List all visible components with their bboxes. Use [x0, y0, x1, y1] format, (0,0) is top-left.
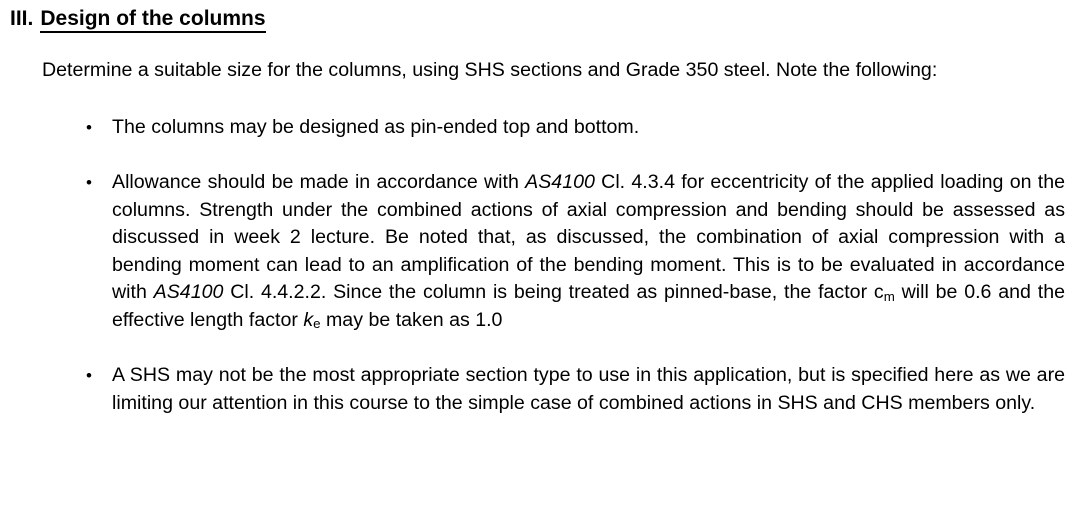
text-run: may be taken as 1.0	[320, 308, 503, 331]
bullet-text	[112, 169, 1065, 334]
italic-text-run: k	[303, 308, 314, 331]
text-run: Cl. 4.3.4 for eccentricity of the applied loading on the columns. Strength under the combined actions of axial compression and bending should be assessed as discussed in week 2 lecture. Be noted that, as discussed, the combination of axial compression with a bending moment can lead to an amplification of the bending moment. This is to be evaluated in accordance with	[112, 171, 1065, 303]
subscript-text-run: m	[883, 288, 895, 304]
intro-paragraph: Determine a suitable size for the columns, using SHS sections and Grade 350 steel. Note the following:	[42, 59, 938, 81]
list-item	[86, 169, 1065, 334]
text-run: The columns may be designed as pin-ended top and bottom.	[112, 115, 640, 138]
text-run: Allowance should be made in accordance with	[112, 171, 526, 193]
section-heading	[10, 7, 1065, 31]
italic-text-run: AS4100	[153, 281, 224, 303]
list-item	[86, 114, 1065, 142]
list-item	[86, 362, 1065, 417]
text-run: Cl. 4.4.2.2. Since the column is being treated as pinned-base, the factor c	[223, 281, 884, 303]
section-title: Design of the columns	[40, 7, 265, 33]
subscript-text-run: e	[313, 316, 321, 332]
text-run: will be 0.6 and the effective length factor	[112, 281, 1065, 331]
bullet-list	[10, 114, 1065, 418]
bullet-icon: •	[86, 173, 92, 192]
text-run: A SHS may not be the most appropriate section type to use in this application, but is specified here as we are limiting our attention in this course to the simple case of combined actions in SHS and CHS members only.	[112, 364, 1065, 414]
italic-text-run: AS4100	[525, 171, 595, 193]
section-number: III.	[10, 7, 34, 30]
bullet-text	[112, 362, 1065, 417]
bullet-icon: •	[86, 117, 92, 137]
bullet-icon: •	[86, 366, 92, 385]
bullet-text	[112, 114, 1065, 142]
